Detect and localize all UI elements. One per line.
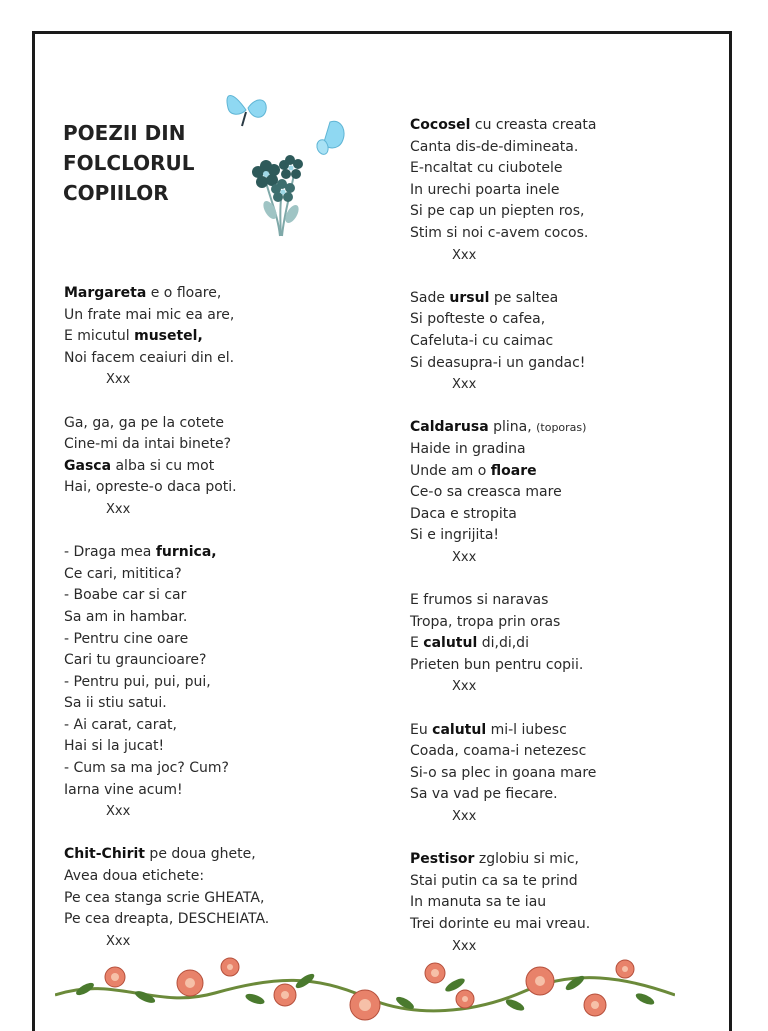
- poem-line: - Draga mea furnica,: [64, 544, 217, 561]
- stanza-separator: Xxx: [452, 247, 477, 263]
- poem-line: Noi facem ceaiuri din el.: [64, 349, 235, 366]
- poem-line: Canta dis-de-dimineata.: [410, 138, 579, 155]
- poem-line: - Pentru pui, pui, pui,: [64, 673, 211, 690]
- butterfly-icon: [312, 116, 352, 160]
- poem-line: E calutul di,di,di: [410, 635, 529, 652]
- poem-line: Un frate mai mic ea are,: [64, 306, 235, 323]
- poem-line: E micutul musetel,: [64, 328, 203, 345]
- poem-stanza: [64, 413, 364, 521]
- poem-line: Si-o sa plec in goana mare: [410, 764, 597, 781]
- poem-stanza: [410, 590, 730, 698]
- poem-line: Prieten bun pentru copii.: [410, 656, 584, 673]
- poem-line: Avea doua etichete:: [64, 868, 205, 885]
- poem-line: - Cum sa ma joc? Cum?: [64, 760, 229, 777]
- poem-line: In manuta sa te iau: [410, 894, 547, 911]
- stanza-separator: Xxx: [452, 809, 477, 824]
- poem-line: Sade ursul pe saltea: [410, 289, 559, 306]
- poem-stanza: [410, 849, 730, 957]
- stanza-separator: Xxx: [452, 938, 477, 954]
- title-line-1: POEZII DIN: [63, 121, 186, 145]
- poem-line: Unde am o floare: [410, 462, 537, 479]
- poem-line: Iarna vine acum!: [64, 781, 183, 798]
- title-line-2: FOLCLORUL: [63, 151, 195, 175]
- poem-line: - Ai carat, carat,: [64, 716, 177, 733]
- poem-line: In urechi poarta inele: [410, 181, 560, 198]
- poem-line: E-ncaltat cu ciubotele: [410, 160, 563, 177]
- title-line-3: COPIILOR: [63, 181, 169, 205]
- poem-line: Chit-Chirit pe doua ghete,: [64, 846, 256, 863]
- poem-line: Stai putin ca sa te prind: [410, 872, 578, 889]
- poem-stanza: [410, 115, 730, 266]
- right-column: [410, 115, 730, 957]
- poem-line: Ga, ga, ga pe la cotete: [64, 414, 224, 431]
- poem-line: Caldarusa plina, (toporas): [410, 419, 587, 436]
- poem-line: Pestisor zglobiu si mic,: [410, 851, 579, 868]
- flower-bouquet-icon: [250, 152, 310, 240]
- poem-stanza: [410, 720, 730, 828]
- poem-line: Sa am in hambar.: [64, 608, 188, 625]
- poem-line: Coada, coama-i netezesc: [410, 743, 587, 760]
- poem-line: Si pe cap un piepten ros,: [410, 203, 585, 220]
- poem-line: Si deasupra-i un gandac!: [410, 354, 586, 371]
- poem-line: Trei dorinte eu mai vreau.: [410, 915, 591, 932]
- stanza-separator: Xxx: [452, 679, 477, 695]
- poem-line: Daca e stropita: [410, 505, 517, 522]
- stanza-separator: Xxx: [106, 804, 131, 820]
- poem-line: Cari tu grauncioare?: [64, 652, 207, 669]
- poem-line: Si e ingrijita!: [410, 527, 500, 544]
- left-column: [64, 283, 364, 952]
- poem-line: - Boabe car si car: [64, 587, 187, 604]
- poem-line: Margareta e o floare,: [64, 285, 222, 301]
- poem-line: Gasca alba si cu mot: [64, 457, 215, 474]
- poem-line: Cafeluta-i cu caimac: [410, 332, 554, 349]
- page-title: [63, 118, 243, 208]
- stanza-separator: Xxx: [106, 372, 131, 388]
- poem-line: Sa ii stiu satui.: [64, 695, 167, 712]
- poem-line: Cocosel cu creasta creata: [410, 117, 597, 133]
- poem-line: Pe cea dreapta, DESCHEIATA.: [64, 911, 270, 928]
- poem-line: E frumos si naravas: [410, 592, 549, 609]
- poem-line: Hai, opreste-o daca poti.: [64, 479, 237, 496]
- stanza-separator: Xxx: [106, 933, 131, 949]
- flower-garland-icon: [55, 955, 675, 1024]
- stanza-separator: Xxx: [452, 549, 477, 565]
- poem-line: Stim si noi c-avem cocos.: [410, 224, 589, 241]
- butterfly-icon: [222, 86, 272, 132]
- poem-stanza: [410, 417, 730, 568]
- poem-line: - Pentru cine oare: [64, 630, 189, 647]
- stanza-separator: Xxx: [452, 377, 477, 393]
- poem-stanza: [64, 844, 364, 952]
- poem-stanza: [64, 283, 364, 391]
- poem-line: Ce-o sa creasca mare: [410, 484, 562, 501]
- poem-stanza: [64, 542, 364, 823]
- poem-line: Ce cari, mititica?: [64, 565, 182, 582]
- poem-line: Cine-mi da intai binete?: [64, 436, 232, 453]
- poem-line: Si pofteste o cafea,: [410, 311, 546, 328]
- poem-line: Pe cea stanga scrie GHEATA,: [64, 889, 265, 906]
- poem-stanza: [410, 288, 730, 396]
- poem-line: Hai si la jucat!: [64, 738, 165, 755]
- poem-line: Tropa, tropa prin oras: [410, 613, 561, 630]
- poem-line: Eu calutul mi-l iubesc: [410, 721, 567, 738]
- poem-line: Sa va vad pe fiecare.: [410, 786, 558, 803]
- poem-line: Haide in gradina: [410, 440, 526, 457]
- stanza-separator: Xxx: [106, 501, 131, 517]
